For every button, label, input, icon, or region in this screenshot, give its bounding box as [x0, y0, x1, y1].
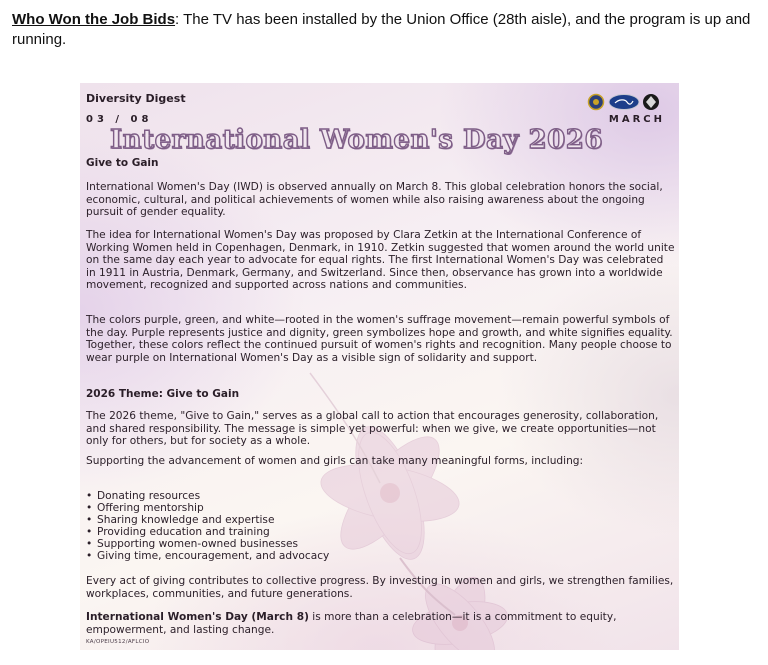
list-item: • Donating resources: [86, 490, 201, 502]
ford-oval-icon: [609, 95, 639, 110]
support-intro-paragraph: Supporting the advancement of women and girls can take many meaningful forms, including:: [86, 455, 584, 467]
closing-rest: is more than a celebration—it is a commitment to equity, empowerment, and lasting change.: [86, 611, 617, 636]
month-label: MARCH: [608, 114, 665, 125]
union-footer-code: KA/OPEIU512/AFLCIO: [86, 639, 150, 645]
flyer-subtitle: Give to Gain: [86, 157, 159, 169]
iwd-overview-paragraph: International Women's Day (IWD) is observed annually on March 8. This global celebration honors the social, economic, cultural, and political achievements of women while also raising awareness about the ongoing pursuit of gender equality.: [86, 181, 663, 219]
list-item: • Providing education and training: [86, 526, 270, 538]
job-bids-heading: Who Won the Job Bids: [12, 11, 176, 28]
iwd-history-paragraph: The idea for International Women's Day was proposed by Clara Zetkin at the International Conference of Working Women held in Copenhagen, Denmark, in 1910. Zetkin suggested that women around the world unite on the same day each year to advocate for equal rights. The first International Women's Day was celebrated in 1911 in Austria, Denmark, Germany, and Switzerland. Since then, observance has grown into a worldwide movement, recognized and supported across nations and communities.: [86, 229, 675, 292]
flyer-main-title: International Women's Day 2026: [110, 125, 603, 155]
list-item: • Supporting women-owned businesses: [86, 538, 299, 550]
theme-heading: 2026 Theme: Give to Gain: [86, 388, 240, 400]
list-item: • Giving time, encouragement, and advocacy: [86, 550, 330, 562]
union-seal-icon: [589, 95, 604, 110]
iwd-flyer-image: [80, 83, 679, 650]
theme-paragraph: The 2026 theme, "Give to Gain," serves as a global call to action that encourages generosity, collaboration, and shared responsibility. The message is simple yet powerful: when we give, we create opportunities—not only for others, but for society as a whole.: [86, 410, 659, 448]
closing-paragraph: [86, 611, 676, 636]
list-item: • Offering mentorship: [86, 502, 204, 514]
date-label: 03 / 08: [86, 114, 153, 125]
iwd-colors-paragraph: The colors purple, green, and white—rooted in the women's suffrage movement—remain powerful symbols of the day. Purple represents justice and dignity, green symbolizes hope and growth, and white signifies equality. Together, these colors reflect the continued pursuit of women's rights and recognition. Many people choose to wear purple on International Women's Day as a visible sign of solidarity and support.: [86, 314, 673, 364]
intro-body: : The TV has been installed by the Union Office (28th aisle), and the program is up and running.: [12, 11, 751, 48]
list-item: • Sharing knowledge and expertise: [86, 514, 275, 526]
uaw-emblem-icon: [643, 94, 659, 110]
collective-progress-paragraph: Every act of giving contributes to collective progress. By investing in women and girls, we strengthen families, workplaces, communities, and future generations.: [86, 575, 674, 600]
intro-text: [12, 10, 760, 50]
closing-strong: International Women's Day (March 8): [86, 611, 309, 623]
support-ways-list: [86, 490, 506, 562]
masthead-title: Diversity Digest: [86, 92, 186, 105]
sponsor-logos: [587, 93, 661, 111]
